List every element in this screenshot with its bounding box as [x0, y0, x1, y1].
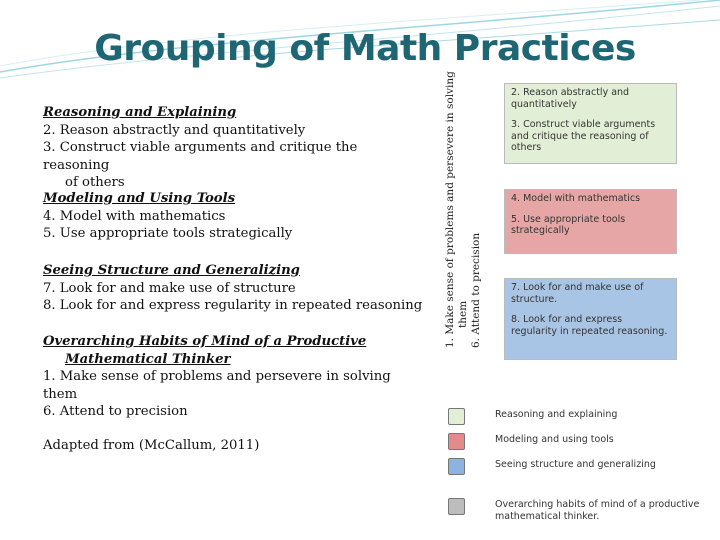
- list-item: 2. Reason abstractly and quantitatively: [43, 122, 306, 138]
- vertical-label-line: 1. Make sense of problems and persevere in solving: [444, 71, 456, 348]
- box-item: 4. Model with mathematics: [511, 193, 641, 204]
- section-heading: Overarching Habits of Mind of a Productive: [43, 334, 367, 349]
- legend-item: [448, 433, 718, 453]
- box-item: 5. Use appropriate tools strategically: [511, 213, 626, 236]
- legend-item: [448, 458, 718, 478]
- group-box-structure: [504, 278, 677, 360]
- legend-label: Modeling and using tools: [495, 434, 614, 445]
- section-heading: Modeling and Using Tools: [43, 191, 236, 206]
- list-item: 1. Make sense of problems and persevere in solving them: [43, 369, 391, 402]
- section-heading: Reasoning and Explaining: [43, 105, 237, 120]
- legend-label: Reasoning and explaining: [495, 409, 618, 420]
- legend-label: Seeing structure and generalizing: [495, 459, 656, 470]
- list-item: of others: [65, 175, 125, 190]
- legend-swatch: [448, 433, 465, 450]
- credit: Adapted from (McCallum, 2011): [43, 438, 260, 453]
- legend-swatch: [448, 408, 465, 425]
- legend-swatch: [448, 458, 465, 475]
- legend-swatch: [448, 498, 465, 515]
- list-item: 6. Attend to precision: [43, 404, 188, 419]
- list-item: 4. Model with mathematics: [43, 208, 226, 224]
- section-reasoning: [43, 104, 423, 192]
- group-box-reasoning: [504, 83, 677, 164]
- box-item: 8. Look for and express regularity in repeated reasoning.: [511, 314, 668, 337]
- vertical-label-line: 6. Attend to precision: [470, 232, 482, 348]
- list-item: 3. Construct viable arguments and critique the reasoning: [43, 140, 358, 173]
- box-item: 3. Construct viable arguments and critique the reasoning of others: [511, 119, 656, 153]
- box-item: 2. Reason abstractly and quantitatively: [511, 87, 630, 110]
- legend-item: [448, 498, 718, 528]
- group-box-modeling: [504, 189, 677, 254]
- section-modeling: [43, 190, 423, 243]
- list-item: 7. Look for and make use of structure: [43, 280, 296, 296]
- page-title: Grouping of Math Practices: [94, 28, 636, 69]
- section-overarching: [43, 333, 423, 421]
- vertical-label-line: them: [457, 300, 469, 328]
- section-heading: Seeing Structure and Generalizing: [43, 263, 300, 278]
- list-item: 8. Look for and express regularity in repeated reasoning: [43, 298, 423, 313]
- legend-item: [448, 408, 718, 428]
- section-heading-continued: Mathematical Thinker: [65, 351, 231, 367]
- list-item: 5. Use appropriate tools strategically: [43, 226, 293, 241]
- section-structure: [43, 262, 423, 315]
- box-item: 7. Look for and make use of structure.: [511, 282, 644, 305]
- legend-label: Overarching habits of mind of a productive mathematical thinker.: [495, 499, 700, 522]
